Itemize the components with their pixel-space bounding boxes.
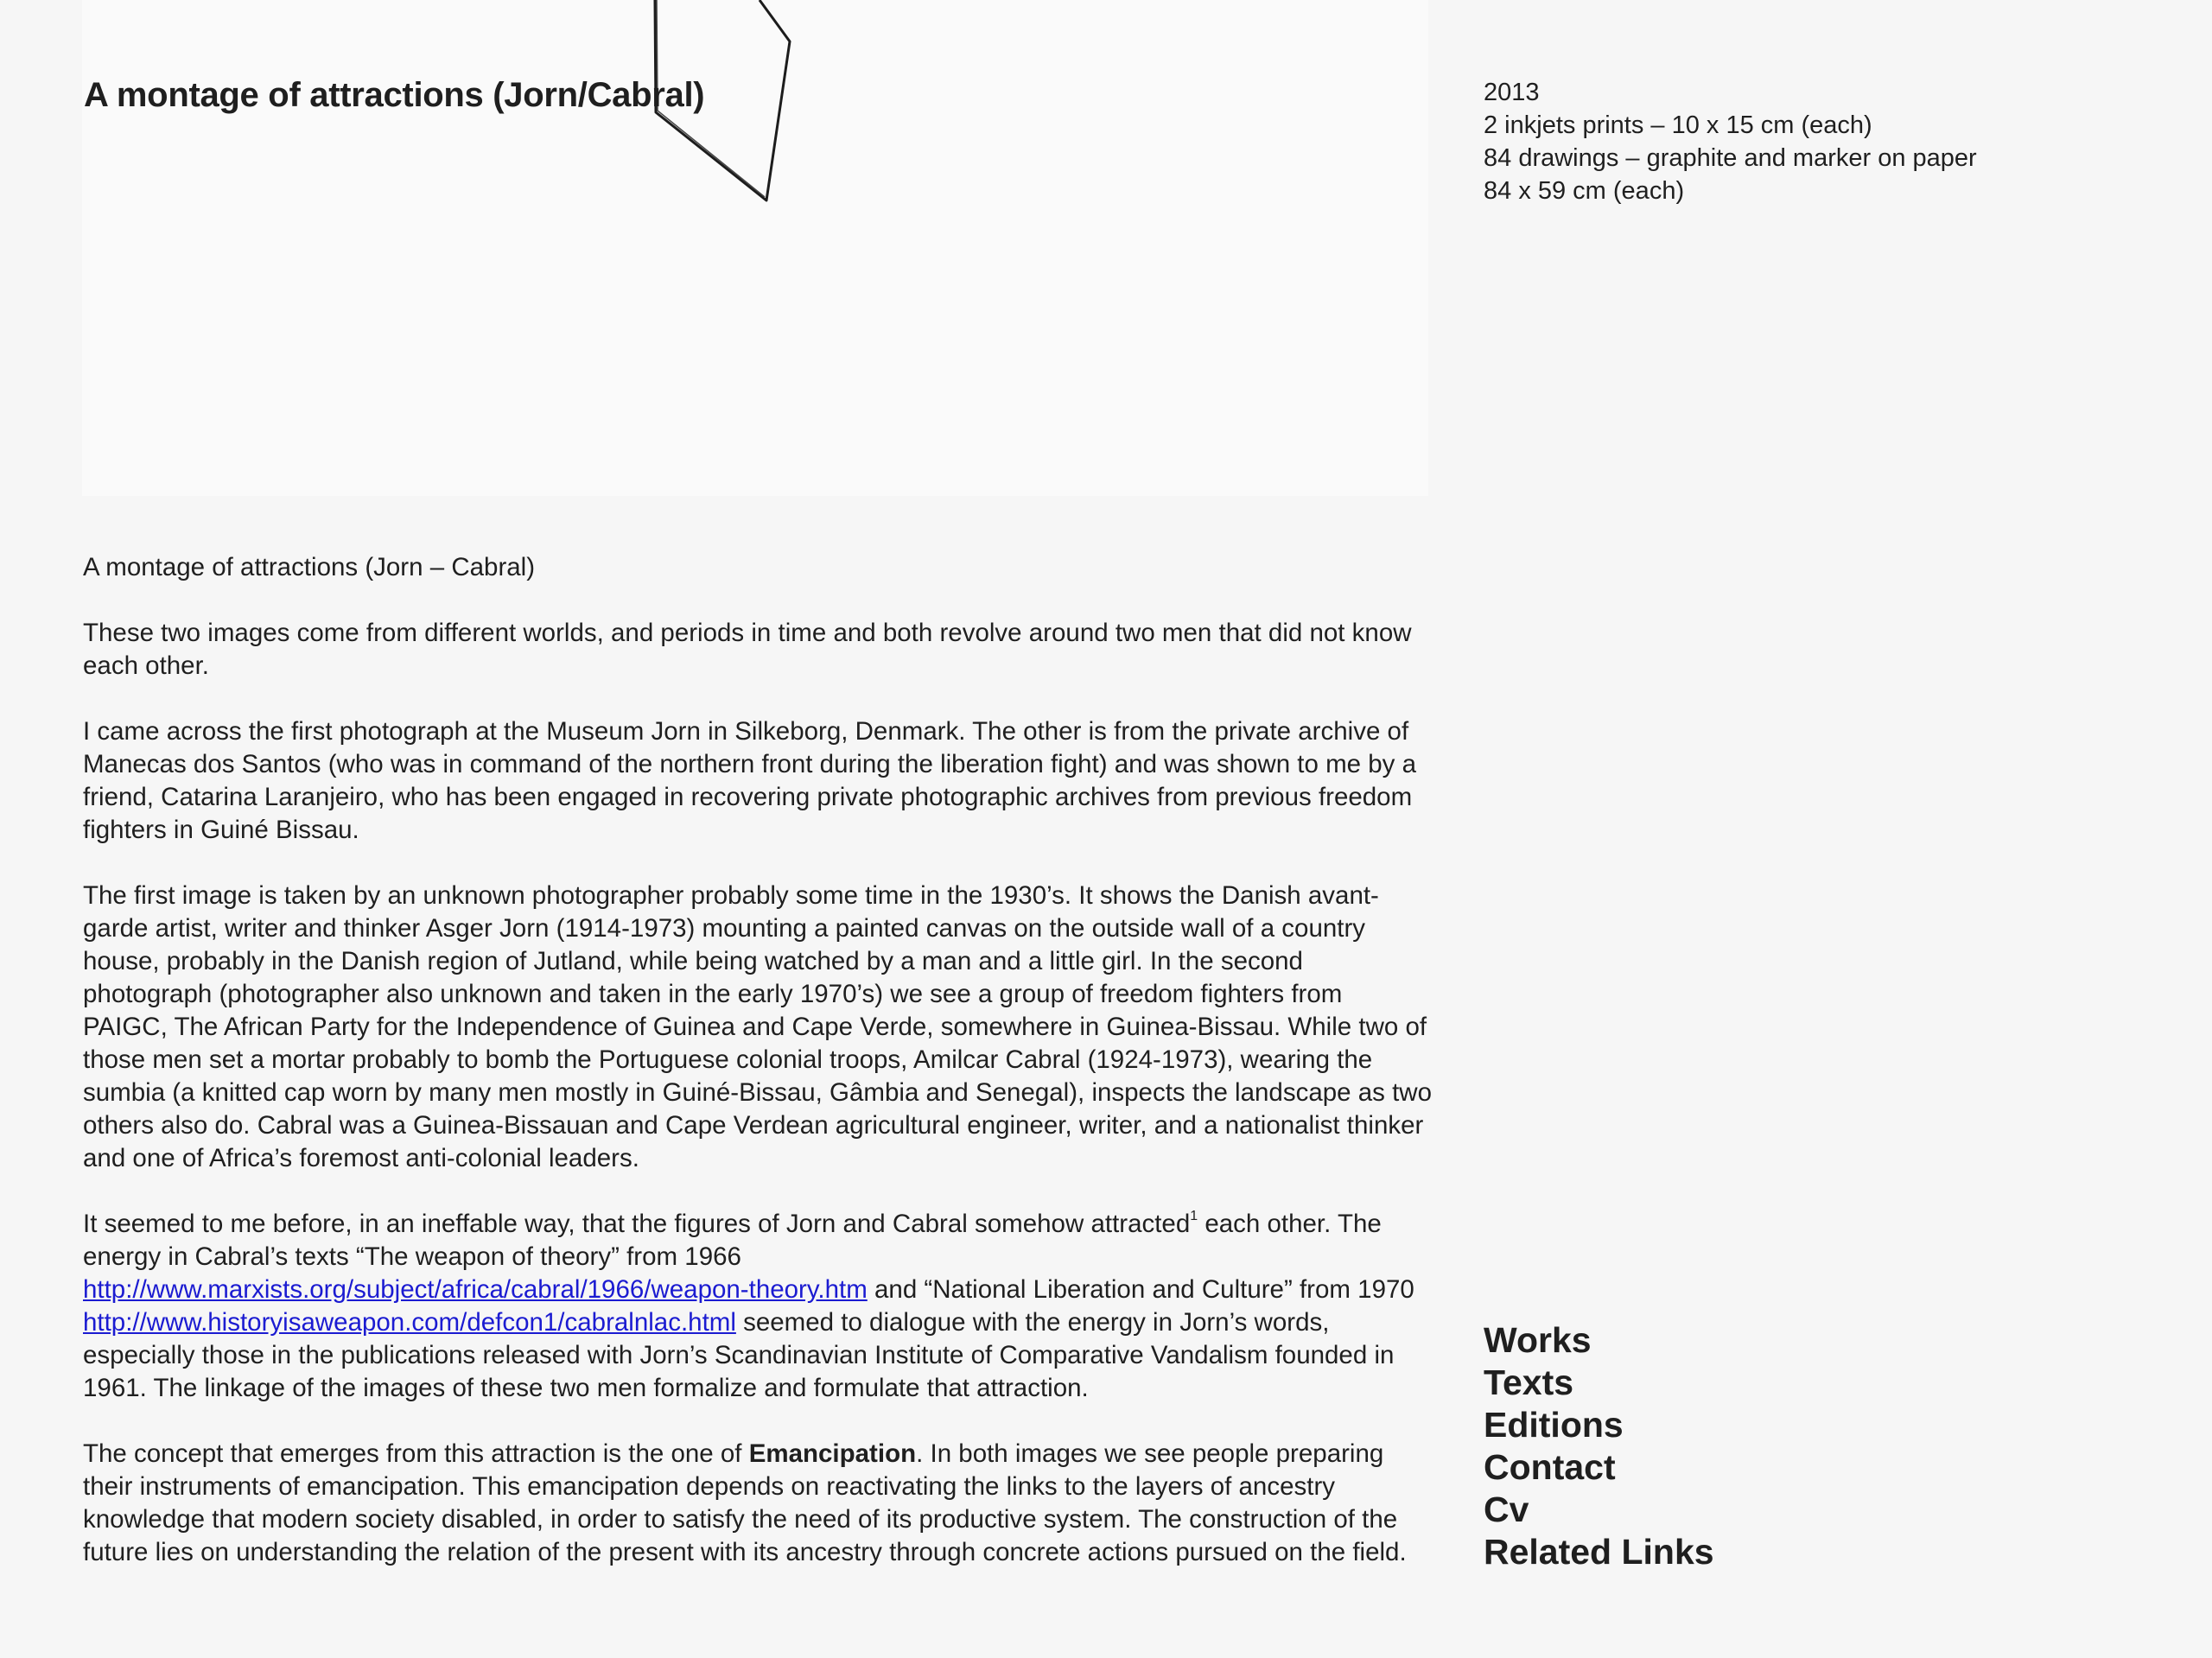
work-year: 2013 (1484, 79, 1540, 106)
work-text (83, 551, 1433, 1602)
paragraph: These two images come from different worlds, and periods in time and both revolve around two men that did not know each other. (83, 619, 1412, 680)
text-run: and “National Liberation and Culture” from 1970 (867, 1275, 1414, 1304)
work-detail-prints: 2 inkjets prints – 10 x 15 cm (each) (1484, 111, 1872, 139)
text-run: . In both images we see people preparing their instruments of emancipation. This emancipation depends on reactivating the links to the layers of ancestry knowledge that modern society disabled, in order to satisfy the need of its productive system. The construction of the future lies on understanding the relation of the present with its ancestry through concrete actions pursued on the field. (83, 1439, 1407, 1566)
work-details (1484, 76, 2140, 207)
nav-texts[interactable]: Texts (1484, 1363, 1574, 1402)
historyisaweapon-link[interactable]: http://www.historyisaweapon.com/defcon1/cabralnlac.html (83, 1308, 736, 1337)
text-run: It seemed to me before, in an ineffable way, that the figures of Jorn and Cabral somehow attracted (83, 1210, 1191, 1238)
nav-contact[interactable]: Contact (1484, 1447, 1616, 1487)
marxists-link[interactable]: http://www.marxists.org/subject/africa/cabral/1966/weapon-theory.htm (83, 1275, 868, 1304)
main-navigation (1484, 1319, 1714, 1573)
nav-works[interactable]: Works (1484, 1320, 1592, 1360)
footnote-mark: 1 (1190, 1209, 1198, 1223)
work-detail-drawings: 84 drawings – graphite and marker on paper (1484, 144, 1977, 172)
paragraph (83, 1438, 1433, 1569)
nav-editions[interactable]: Editions (1484, 1405, 1624, 1445)
nav-cv[interactable]: Cv (1484, 1490, 1529, 1529)
paragraph: The first image is taken by an unknown photographer probably some time in the 1930’s. It shows the Danish avant-garde artist, writer and thinker Asger Jorn (1914-1973) mounting a painted canvas on the outside wall of a country house, probably in the Danish region of Jutland, while being watched by a man and a little girl. In the second photograph (photographer also unknown and taken in the early 1970’s) we see a group of freedom fighters from PAIGC, The African Party for the Independence of Guinea and Cape Verde, somewhere in Guinea-Bissau. While two of those men set a mortar probably to bomb the Portuguese colonial troops, Amilcar Cabral (1924-1973), wearing the sumbia (a knitted cap worn by many men mostly in Guiné-Bissau, Gâmbia and Senegal), inspects the landscape as two others also do. Cabral was a Guinea-Bissauan and Cape Verdean agricultural engineer, writer, and a nationalist thinker and one of Africa’s foremost anti-colonial leaders. (83, 881, 1433, 1172)
work-title: A montage of attractions (Jorn/Cabral) (84, 76, 705, 114)
paragraph: I came across the first photograph at the Museum Jorn in Silkeborg, Denmark. The other is from the private archive of Manecas dos Santos (who was in command of the northern front during the liberation fight) and was shown to me by a friend, Catarina Laranjeiro, who has been engaged in recovering private photographic archives from previous freedom fighters in Guiné Bissau. (83, 717, 1417, 844)
text-run: each other. The energy in Cabral’s texts “The weapon of theory” from 1966 (83, 1210, 1382, 1271)
work-detail-size: 84 x 59 cm (each) (1484, 177, 1685, 205)
text-run: The concept that emerges from this attraction is the one of (83, 1439, 749, 1468)
text-run: seemed to dialogue with the energy in Jorn’s words, especially those in the publications released with Jorn’s Scandinavian Institute of Comparative Vandalism founded in 1961. The linkage of the images of these two men formalize and formulate that attraction. (83, 1308, 1395, 1402)
text-heading: A montage of attractions (Jorn – Cabral) (83, 553, 536, 581)
emphasis-term: Emancipation (748, 1439, 917, 1468)
paragraph (83, 1208, 1433, 1405)
nav-related-links[interactable]: Related Links (1484, 1532, 1714, 1572)
